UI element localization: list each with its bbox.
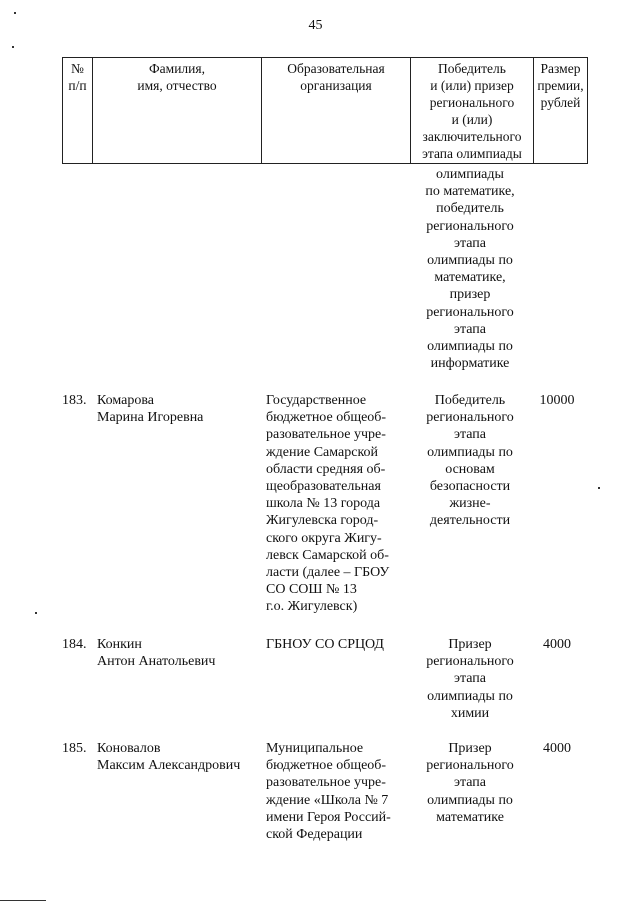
header-col-number: № п/п [63, 58, 93, 164]
header-col-prize: Размер премии, рублей [534, 58, 588, 164]
header-col-name: Фамилия, имя, отчество [93, 58, 262, 164]
row-184-number: 184. [62, 637, 87, 652]
row-184-achievement: Призер регионального этапа олимпиады по химии [426, 637, 514, 721]
scan-speck [35, 612, 37, 614]
row-183-achievement: Победитель регионального этапа олимпиады по основам безопасности жизне- деятельности [426, 393, 514, 529]
row-184-organization: ГБНОУ СО СРЦОД [266, 637, 384, 652]
row-185-number: 185. [62, 741, 87, 756]
row-183-number: 183. [62, 393, 87, 408]
table-header [62, 57, 588, 164]
row-183-name: Комарова Марина Игоревна [97, 393, 204, 426]
page-number: 45 [308, 18, 323, 33]
row-183-prize: 10000 [539, 393, 575, 408]
scan-edge-line [0, 900, 46, 901]
scan-speck [598, 487, 600, 489]
row-183-organization: Государственное бюджетное общеоб- разовательное учре- ждение Самарской области средняя об- щеобразовательная школа № 13 города Жигулевска город- ского округа Жигу- левск Самарской об- ласти (далее – ГБОУ СО СОШ № 13 г.о. Жигулевск) [266, 393, 390, 615]
row-185-organization: Муниципальное бюджетное общеоб- разовательное учре- ждение «Школа № 7 имени Героя Россий- ской Федерации [266, 741, 391, 843]
header-col-achievement: Победитель и (или) призер регионального и (или) заключительного этапа олимпиады [411, 58, 534, 164]
scan-speck [12, 46, 14, 48]
header-col-organization: Образовательная организация [262, 58, 411, 164]
row-184-name: Конкин Антон Анатольевич [97, 637, 216, 670]
row-185-prize: 4000 [543, 741, 571, 756]
row-184-prize: 4000 [543, 637, 571, 652]
row-185-name: Коновалов Максим Александрович [97, 741, 241, 774]
continuation-achievement: олимпиады по математике, победитель регионального этапа олимпиады по математике, призер регионального этапа олимпиады по информатике [425, 167, 515, 372]
scan-speck [14, 12, 16, 14]
row-185-achievement: Призер регионального этапа олимпиады по математике [426, 741, 514, 825]
